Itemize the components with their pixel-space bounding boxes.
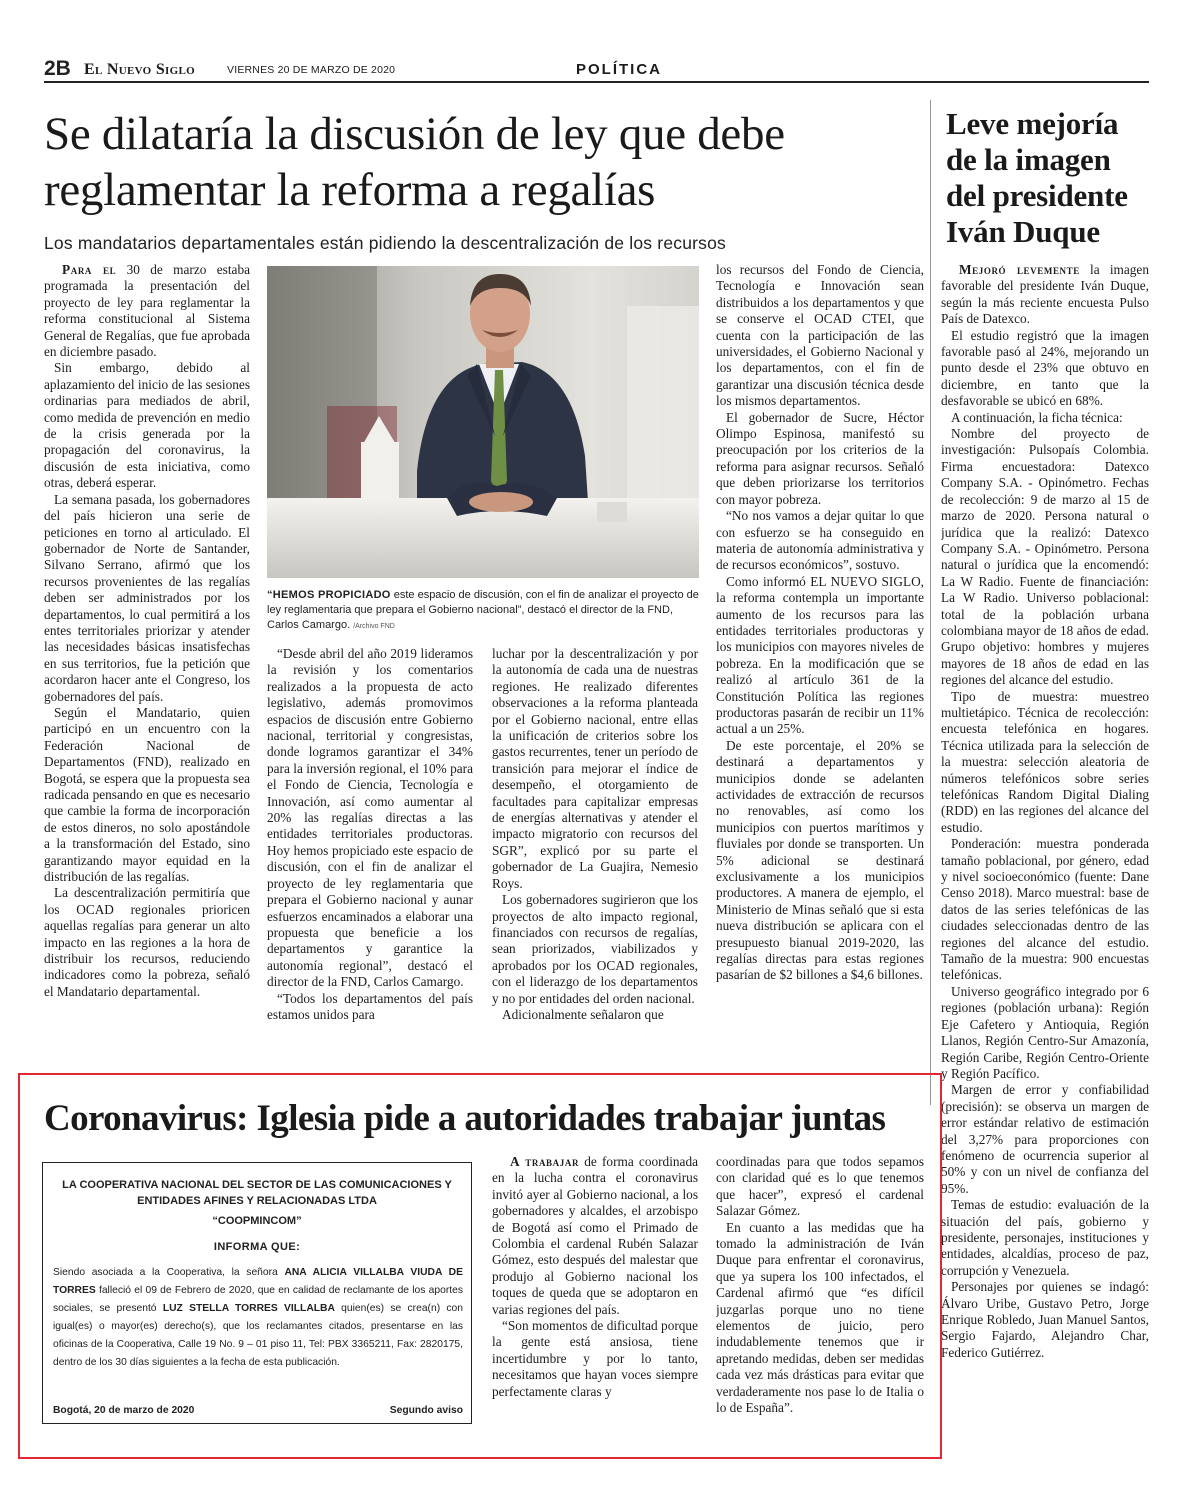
coronavirus-headline: Coronavirus: Iglesia pide a autoridades trabajar juntas <box>44 1098 886 1139</box>
caption-lead: “HEMOS PROPICIADO <box>267 589 391 601</box>
paragraph: En cuanto a las medidas que ha tomado la administración de Iván Duque para enfrentar el coronavirus, que ya supera los 100 infectados, el Cardenal afirmó que “es difícil juzgarlas porque uno no tiene elementos de juicio, pero indudablemente tenemos que ir apretando medidas, deben ser medidas cada vez más drásticas para evitar que verdaderamente nos pase lo de Italia o lo de España”. <box>716 1219 924 1416</box>
paragraph-text: 30 de marzo estaba programada la presentación del proyecto de ley para reglamentar la reforma constitucional al Sistema General de Regalías, que fue aprobada en diciembre pasado. <box>44 262 250 360</box>
paragraph: Margen de error y confiabilidad (precisión): se observa un margen de error estándar relativo de estimación del 3,27% para proporciones con fenómeno de ocurrencia superior al 50% y con un nivel de confianza del 95%. <box>941 1082 1149 1196</box>
paragraph: A continuación, la ficha técnica: <box>951 409 1123 425</box>
paragraph <box>44 262 250 360</box>
newspaper-name: El Nuevo Siglo <box>84 61 195 78</box>
coronavirus-column-1 <box>492 1154 698 1426</box>
lead-in: Mejoró levemente <box>959 262 1080 277</box>
paragraph: La semana pasada, los gobernadores del país hicieron una serie de peticiones en torno al articulado. El gobernador de Norte de Santander, Silvano Serrano, afirmó que los recursos provenientes de las regalías deben ser administrados por los departamentos, lo cual permitirá a los entes territoriales priorizar y atender las necesidades básicas insatisfechas en sus territorios, fue la petición que acordaron hacer ante el Congreso, los gobernadores del país. <box>44 491 250 704</box>
notice-name: LUZ STELLA TORRES VILLALBA <box>162 1303 335 1314</box>
paragraph: “Son momentos de dificultad porque la gente está ansiosa, tiene incertidumbre y por lo tanto, necesitamos que hayan voces siempre perfectamente claras y <box>492 1318 698 1399</box>
paragraph: luchar por la descentralización y por la autonomía de cada una de nuestras regiones. He realizado diferentes observaciones a la reforma planteada por el Gobierno nacional, entre ellas la unificación de criterios sobre los gastos recurrentes, tener un período de transición para mejorar el índice de desempeño, el otorgamiento de facultades para capitalizar empresas de energías alternativas y atender el impacto migratorio con recursos del SGR”, explicó por su parte el gobernador de La Guajira, Nemesio Roys. <box>492 646 698 891</box>
caption-text: este espacio de discusión, con el fin de analizar el proyecto de ley reglamentaria que prepara el Gobierno nacional”, destacó el director de la FND, Carlos Camargo. <box>267 589 699 631</box>
issue-date: VIERNES 20 DE MARZO DE 2020 <box>227 64 396 76</box>
main-headline: Se dilataría la discusión de ley que debe reglamentar la reforma a regalías <box>44 108 785 216</box>
paragraph-text: de forma coordinada en la lucha contra el coronavirus invitó ayer al Gobierno nacional, a los gobernadores y alcaldes, el arzobispo de Bogotá así como el Primado de Colombia el cardenal Rubén Salazar Gómez, esto después del malestar que produjo al Gobierno nacional los toques de queda que se adoptaron en varias regiones del país. <box>492 1154 698 1317</box>
photo-caption <box>267 588 699 634</box>
paragraph: De este porcentaje, el 20% se destinará a departamentos y municipios donde se adelanten actividades de extracción de recursos no renovables, así como los municipios con puertos marítimos y fluviales por donde se transporten. Un 5% adicional se destinará exclusivamente a los municipios productores. A manera de ejemplo, el Ministerio de Minas señaló que si esta nueva distribución se aplicara con el presupuesto bianual 2019-2020, las regalías directas para estas regiones pasarían de $2 billones a $4,6 billones. <box>716 737 924 983</box>
paragraph: Nombre del proyecto de investigación: Pulsopaís Colombia. Firma encuestadora: Datexco Company S.A. - Opinómetro. Fechas de recolección: 9 de marzo al 15 de marzo de 2020. Persona natural o jurídica que la realizó: Datexco Company S.A. - Opinómetro. Persona natural o jurídica que la encomendó: La W Radio. Fuente de financiación: La W Radio. Universo poblacional: total de la población urbana colombiana mayor de 18 años de edad. Grupo objetivo: hombres y mujeres mayores de 18 años de edad en las regiones del alcance del estudio. <box>941 426 1149 688</box>
paragraph: los recursos del Fondo de Ciencia, Tecnología e Innovación sean distribuidos a los departamentos y que se conserve el OCAD CTEI, que cuenta con la participación de las universidades, el Gobierno Nacional y los departamentos, con el fin de garantizar una discusión técnica desde los mismos departamentos. <box>716 262 924 409</box>
paragraph: El estudio registró que la imagen favorable pasó al 24%, mejorando un punto desde el 23% que obtuvo en diciembre, en tanto que la desfavorable se ubicó en 68%. <box>941 327 1149 409</box>
paragraph: Personajes por quienes se indagó: Álvaro Uribe, Gustavo Petro, Jorge Enrique Robledo, Juan Manuel Santos, Sergio Fajardo, Alejandro Char, Federico Gutiérrez. <box>941 1279 1149 1360</box>
coronavirus-column-2 <box>716 1154 924 1426</box>
legal-notice <box>42 1162 472 1424</box>
notice-name: ANA ALICIA VILLALBA VIUDA DE TORRES <box>53 1267 463 1296</box>
side-headline: Leve mejoría de la imagen del presidente Iván Duque <box>946 106 1128 249</box>
masthead-rule <box>44 81 1149 83</box>
notice-edition: Segundo aviso <box>389 1405 463 1416</box>
notice-heading: INFORMA QUE: <box>213 1241 301 1253</box>
notice-organization: LA COOPERATIVA NACIONAL DEL SECTOR DE LAS COMUNICACIONES Y ENTIDADES AFINES Y RELACIONADAS LTDA <box>62 1179 452 1207</box>
paragraph: “Todos los departamentos del país estamos unidos para <box>267 990 473 1022</box>
notice-text: Siendo asociada a la Cooperativa, la señora <box>53 1267 285 1278</box>
paragraph: Los gobernadores sugirieron que los proyectos de alto impacto regional, financiados con recursos de regalías, sean priorizados, viabilizados y aprobados por los OCAD regionales, con el liderazgo de los departamentos y no por entidades del orden nacional. <box>492 892 698 1006</box>
notice-date: Bogotá, 20 de marzo de 2020 <box>53 1405 195 1416</box>
paragraph: Adicionalmente señalaron que <box>502 1006 664 1022</box>
paragraph: Como informó EL NUEVO SIGLO, la reforma contempla un importante aumento de los recursos para las entidades territoriales productoras y los municipios con mayores niveles de pobreza. En la modificación que se realizó al artículo 361 de la Constitución Política las regiones productoras pasarán de recibir un 11% actual a un 25%. <box>716 573 924 737</box>
notice-text: quien(es) se crea(n) con igual(es) o mayor(es) derecho(s), que los reclamantes citados, presentarse en las oficinas de la Cooperativa, Calle 19 No. 9 – 01 piso 11, Tel: PBX 3365211, Fax: 2820175, dentro de los 30 días siguientes a la fecha de esta publicación. <box>53 1303 464 1368</box>
paragraph <box>941 262 1149 328</box>
paragraph: “No nos vamos a dejar quitar lo que con esfuerzo se ha conseguido en materia de autonomía administrativa y de recursos económicos”, sostuvo. <box>716 508 924 573</box>
lead-in: A trabajar <box>510 1154 580 1169</box>
section-name: POLÍTICA <box>576 61 662 78</box>
paragraph: Ponderación: muestra ponderada tamaño poblacional, por género, edad y nivel socioeconómico (fuente: Dane Censo 2018). Marco muestral: base de datos de las series telefónicas de las ciudades seleccionadas dentro de las regiones del alcance del estudio. Tamaño de la muestra: 900 encuestas telefónicas. <box>941 836 1149 983</box>
photo-credit: /Archivo FND <box>353 623 395 630</box>
paragraph: Según el Mandatario, quien participó en un encuentro con la Federación Nacional de Departamentos (FND), realizado en Bogotá, se espera que la propuesta sea radicada pensando en que es necesario que cambie la forma de incorporación de estos dineros, no solo apostándole a la transformación del Estado, sino garantizando mayor equidad en la distribución de las regalías. <box>44 704 250 885</box>
main-article-column-2 <box>267 646 473 1072</box>
main-article-column-4 <box>716 262 924 1072</box>
paragraph: Universo geográfico integrado por 6 regiones (población urbana): Región Eje Cafetero y Antioquia, Región Llanos, Región Centro-Sur Amazonía, Región Caribe, Región Centro-Oriente y Región Pacífico. <box>941 983 1149 1081</box>
masthead <box>44 58 1149 80</box>
notice-footer <box>53 1405 463 1416</box>
side-article-column <box>941 262 1149 1447</box>
main-article-column-1 <box>44 262 250 1072</box>
paragraph: Temas de estudio: evaluación de la situación del país, gobierno y presidente, personajes, instituciones y entidades, alcaldías, proceso de paz, corrupción y Venezuela. <box>941 1197 1149 1278</box>
paragraph-text: la imagen favorable del presidente Iván Duque, según la más reciente encuesta Pulso País de Datexco. <box>941 262 1149 327</box>
main-article-column-3 <box>492 646 698 1072</box>
lead-in: Para el <box>62 262 117 277</box>
notice-body <box>53 1264 463 1372</box>
paragraph: La descentralización permitiría que los OCAD regionales prioricen aquellas regalías para generar un alto impacto en las regiones a la hora de distribuir los recursos, reduciendo indicadores como la pobreza, señaló el Mandatario departamental. <box>44 885 250 999</box>
paragraph: coordinadas para que todos sepamos con claridad qué es lo que tenemos que hacer”, expresó el cardenal Salazar Gómez. <box>716 1154 924 1219</box>
paragraph <box>492 1154 698 1318</box>
page-number: 2B <box>44 57 71 80</box>
notice-text: falleció el 09 de Febrero de 2020, que en calidad de reclamante de los aportes sociales, se presentó <box>53 1285 463 1314</box>
notice-abbreviation: “COOPMINCOM” <box>212 1215 302 1227</box>
column-divider <box>930 100 931 1105</box>
photo-illustration <box>267 266 699 578</box>
main-subhead: Los mandatarios departamentales están pidiendo la descentralización de los recursos <box>44 233 726 253</box>
paragraph: “Desde abril del año 2019 lideramos la revisión y los comentarios realizados a la propuesta de acto legislativo, además promovimos espacios de discusión entre Gobierno nacional, territorial y congresistas, donde logramos garantizar el 34% para la inversión regional, el 10% para el Fondo de Ciencia, Tecnología e Innovación, así como aumentar al 20% las regalías directas a las entidades territoriales productoras. Hoy hemos propiciado este espacio de discusión, con el fin de analizar el proyecto de ley reglamentaria que prepara el Gobierno nacional y aunar esfuerzos encaminados a elaborar una propuesta que beneficie a los departamentos y garantice la autonomía regional”, destacó el director de la FND, Carlos Camargo. <box>267 646 473 990</box>
paragraph: El gobernador de Sucre, Héctor Olimpo Espinosa, manifestó su preocupación por los criterios de la reforma para asignar recursos. Señaló que deben priorizarse los territorios con mayor pobreza. <box>716 409 924 507</box>
paragraph: Tipo de muestra: muestreo multietápico. Técnica de recolección: encuesta telefónica en hogares. Técnica utilizada para la selección de la muestra: selección aleatoria de números telefónicos sobre series telefónicas Random Digital Dialing (RDD) en las regiones del alcance del estudio. <box>941 688 1149 835</box>
paragraph: Sin embargo, debido al aplazamiento del inicio de las sesiones ordinarias para mediados de abril, como medida de prevención en medio de la crisis generada por la propagación del coronavirus, la discusión de esta iniciativa, como otras, deberá esperar. <box>44 360 250 491</box>
article-photo <box>267 266 699 578</box>
